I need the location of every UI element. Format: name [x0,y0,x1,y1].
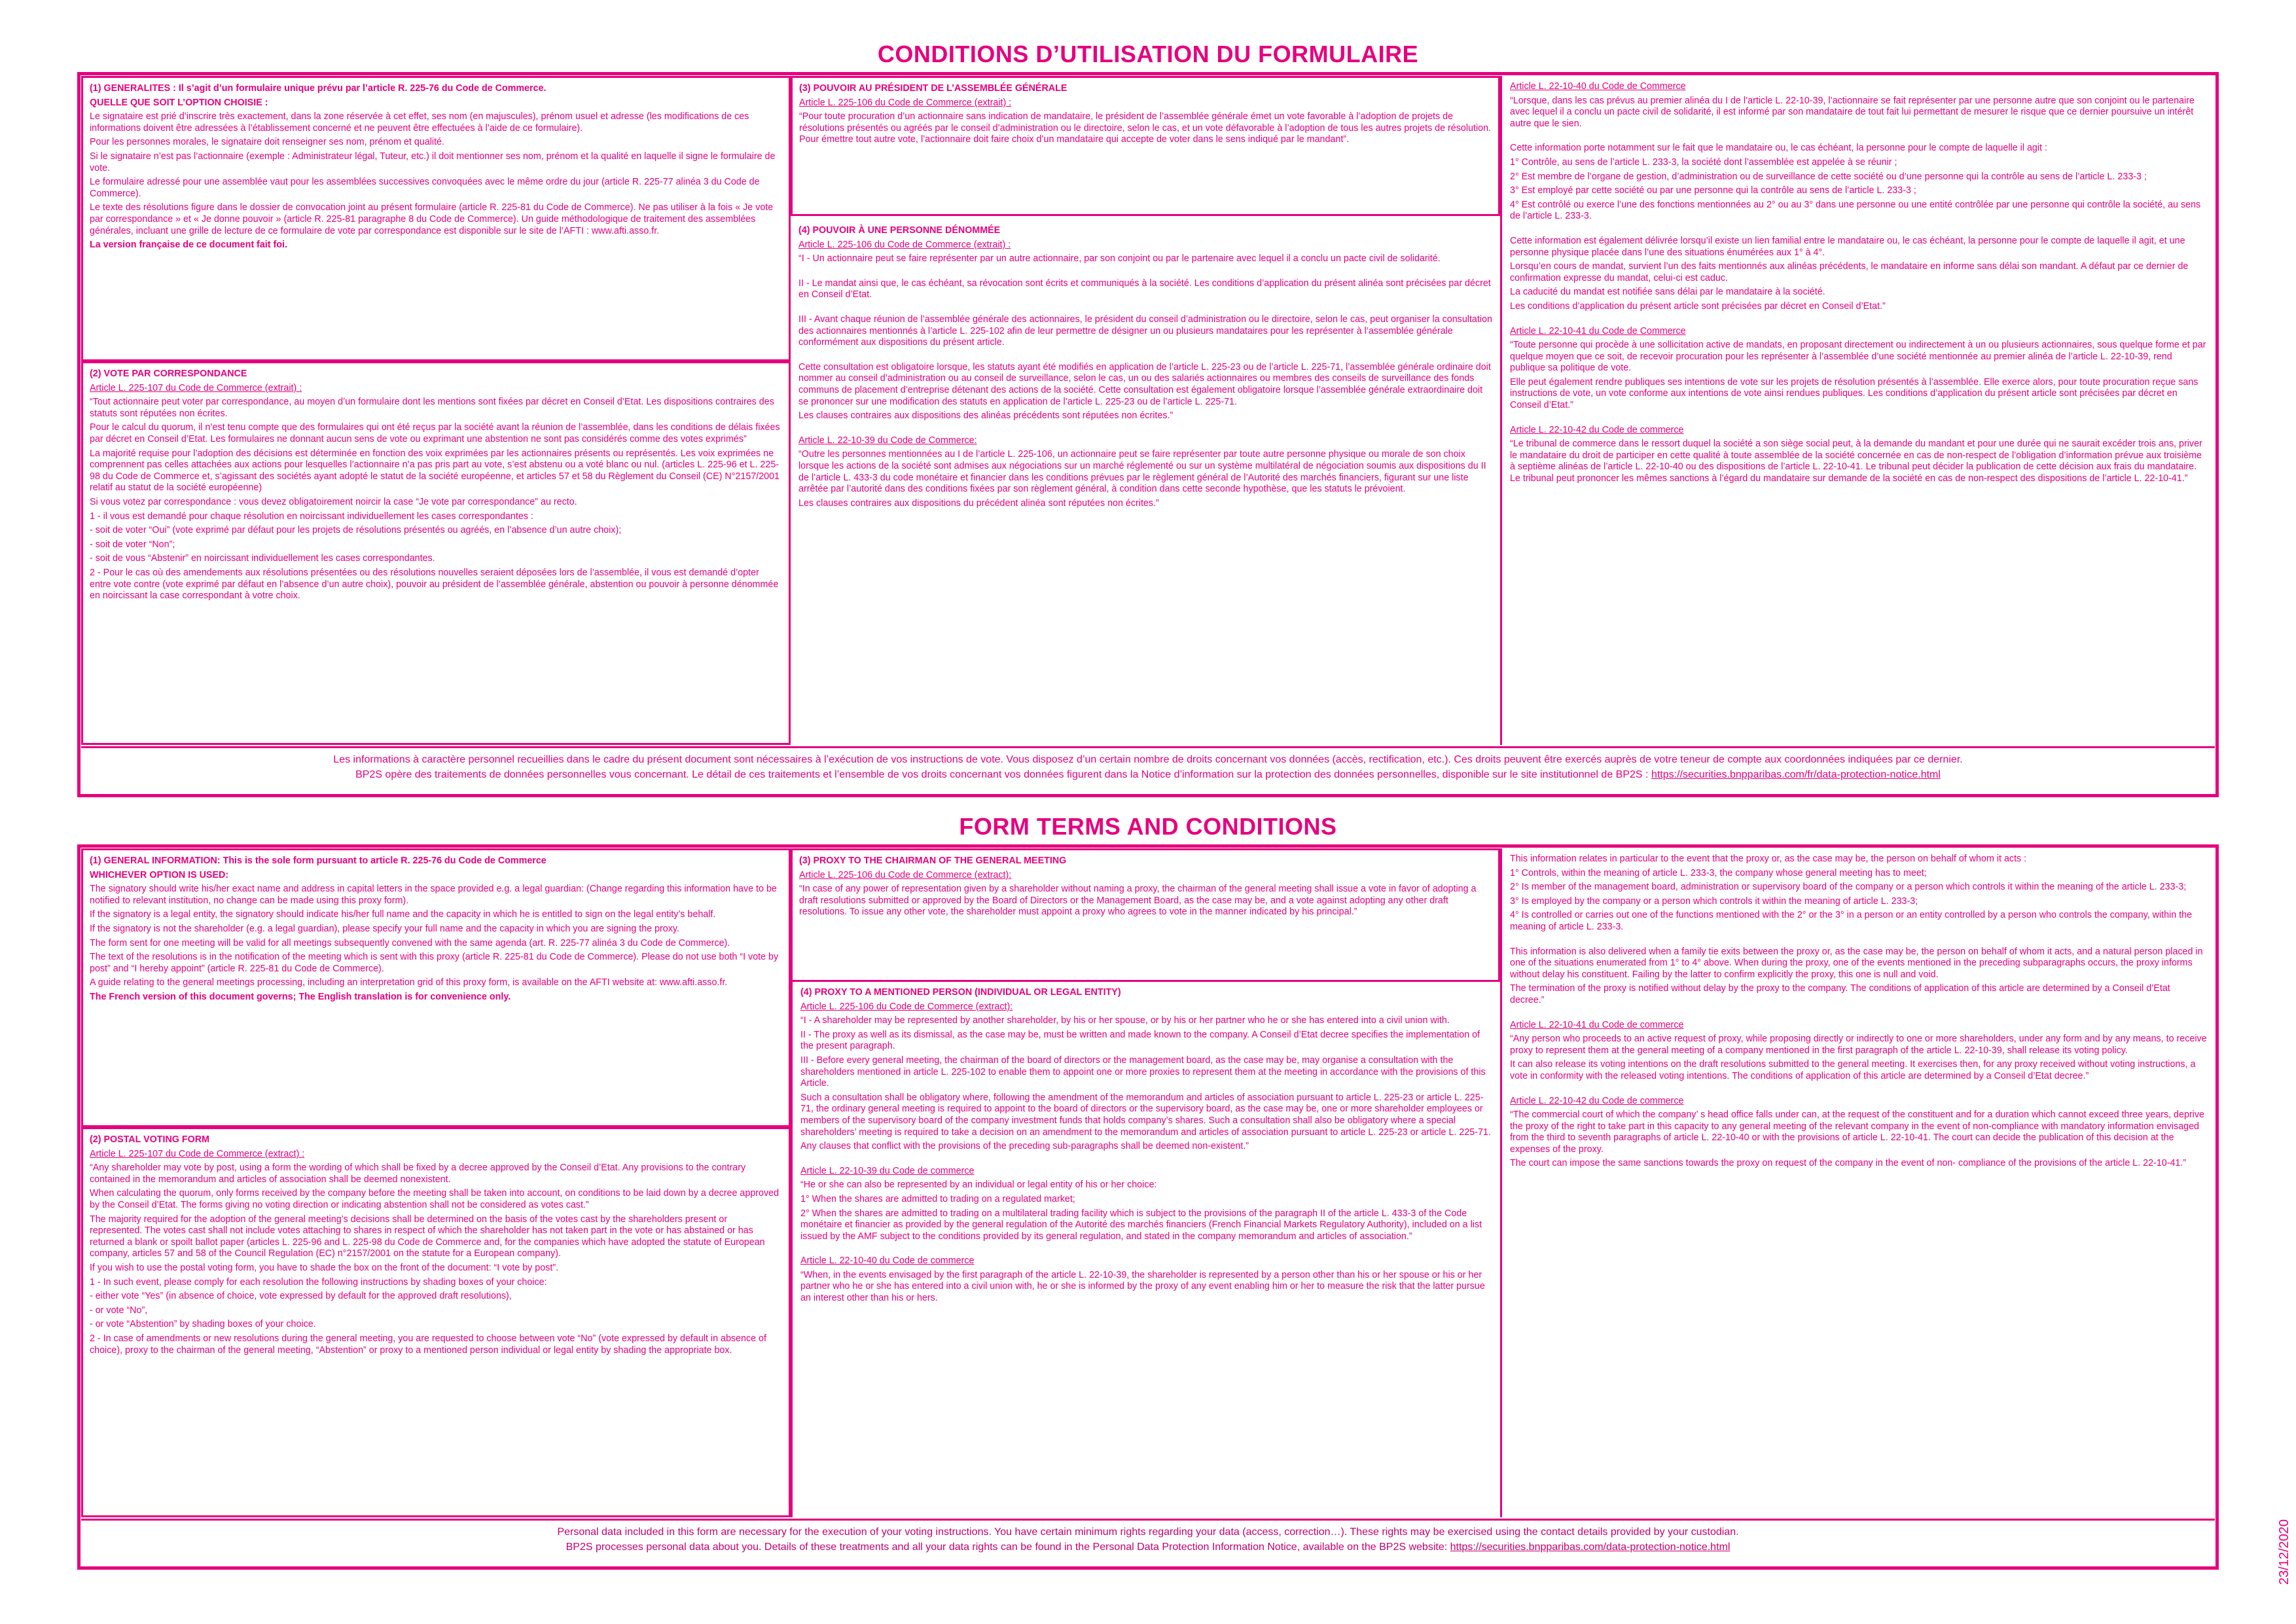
fr-section4-divider-left [789,220,791,745]
article-reference: Article L. 22-10-40 du Code de commerce [800,1255,975,1267]
paragraph: “In case of any power of representation given by a shareholder without naming a proxy, the chairman of the general meeting shall issue a vote in favor of adopting a draft resolutions submitted or approved by the Board of Directors or the Management Board, as the case may be, and a vote against adopting any other draft resolutions. To issue any other vote, the shareholder must appoint a proxy who agrees to vote in the manner indicated by his principal.” [799,884,1477,918]
fr-section-articles [1500,76,2215,745]
paragraph: 2° When the shares are admitted to trading on a multilateral trading facility which is subject to the provisions of the paragraph II of the article L. 433-3 of the Code monétaire et financier as provided by the general regulation of the Autorité des marchés financiers (French Financial Markets Regulatory Authority), included on a list issued by the AMF subject to the conditions provided by its general regulation, and stated in the company memorandum and articles of association.” [800,1208,1482,1242]
footer-line [94,1540,2202,1555]
paragraph: “I - A shareholder may be represented by another shareholder, by his or her spouse, or by his or her partner who he or she has entered into a civil union with. [800,1015,1450,1026]
section-subtitle: QUELLE QUE SOIT L’OPTION CHOISIE : [90,97,268,108]
article-reference: Article L. 22-10-42 du Code de commerce [1510,424,1684,435]
article-reference: Article L. 22-10-39 du Code de Commerce: [798,435,977,446]
en-title: FORM TERMS AND CONDITIONS [959,813,1337,840]
paragraph: Le texte des résolutions figure dans le dossier de convocation joint au présent formulaire (article R. 225-81 du Code de Commerce). Ne pas utiliser à la fois « Je vote par correspondance » et « Je donne pouvoir » (article R. 225-81 paragraphe 8 du Code de Commerce). Un guide méthodologique de traitement des assemblées générales, incluant une grille de lecture de ce formulaire de vote par correspondance est disponible sur le site de l’AFTI : www.afti.asso.fr. [90,202,774,236]
en-section-general-information [81,848,791,1127]
paragraph: - soit de voter “Oui” (vote exprimé par défaut pour les projets de résolutions présentés ou agréés, en l’absence d’un autre choix); [90,525,622,536]
en-section-proxy-mentioned-person [791,982,1500,1517]
paragraph: “Tout actionnaire peut voter par correspondance, au moyen d’un formulaire dont les mentions sont fixées par décret en Conseil d’Etat. Les dispositions contraires des statuts sont réputées non écrites. [90,397,774,419]
paragraph: A guide relating to the general meetings processing, including an interpretation grid of this proxy form, is available on the AFTI website at: www.afti.asso.fr. [90,977,728,988]
section-title: (3) PROXY TO THE CHAIRMAN OF THE GENERAL MEETING [799,856,1067,866]
article-reference: Article L. 22-10-39 du Code de commerce [800,1165,975,1176]
paragraph: Le signataire est prié d’inscrire très exactement, dans la zone réservée à cet effet, ses nom (en majuscules), prénom usuel et adresse (les modifications de ces informations doivent être adressées à l’établissement concerné et ne peuvent être effectuées à l’aide de ce formulaire). [90,111,749,134]
paragraph: This information relates in particular to the event that the proxy or, as the case may be, the person on behalf of whom it acts : [1510,854,2027,864]
en-section-postal-voting [81,1127,791,1517]
paragraph: Cette information est également délivrée lorsqu’il existe un lien familial entre le mandataire ou, le cas échéant, la personne pour le compte de laquelle il agit, et une personne physique placée dans l’une des situations énumérées aux 1° à 4°. [1510,235,2185,258]
article-reference: Article L. 225-107 du Code de Commerce (extract) : [90,1148,305,1159]
paragraph: Pour les personnes morales, le signataire doit renseigner ses nom, prénom et qualité. [90,137,444,148]
paragraph: Lorsqu’en cours de mandat, survient l’un des faits mentionnés aux alinéas précédents, le mandataire en informe sans délai son mandant. A défaut par ce dernier de confirmation expresse du mandat, celui-ci est caduc. [1510,261,2189,283]
paragraph: Pour le calcul du quorum, il n’est tenu compte que des formulaires qui ont été reçus par la société avant la réunion de l’assemblée, dans les conditions de délais fixées par décret en Conseil d’Etat. Les formulaires ne donnant aucun sens de vote ou exprimant une abstention ne sont pas considérés comme des votes exprimés” [90,422,780,444]
paragraph: Elle peut également rendre publiques ses intentions de vote sur les projets de résolution présentés à l’assemblée. Elle exerce alors, pour toute procuration reçue sans instructions de vote, un vote conforme aux intentions de vote ainsi rendues publiques. Les conditions d’application du présent article sont précisées par décret en Conseil d’Etat.” [1510,376,2198,411]
paragraph: The text of the resolutions is in the notification of the meeting which is sent with this proxy (article R. 225-81 du Code de Commerce). Please do not use both “I vote by post” and “I hereby appoint” (article R. 225-81 du Code de Commerce). [90,952,779,974]
paragraph: The signatory should write his/her exact name and address in capital letters in the space provided e.g. a legal guardian: (Change regarding this information have to be notified to relevant institution, no change can be made using this proxy form). [90,884,777,906]
paragraph: “Any person who proceeds to an active request of proxy, while proposing directly or indirectly to one or more shareholders, under any form and by any means, to receive proxy to represent them at the general meeting of a company mentioned in the first paragraph of the article L. 22-10-39, shall release its voting policy. [1510,1034,2207,1056]
paragraph: “I - Un actionnaire peut se faire représenter par un autre actionnaire, par son conjoint ou par le partenaire avec lequel il a conclu un pacte civil de solidarité. [798,253,1441,264]
footer-text: BP2S processes personal data about you. Details of these treatments and all your data rights can be found in the Personal Data Protection Information Notice, available on the BP2S website: [565,1542,1448,1553]
section-title: (1) GENERAL INFORMATION: This is the sole form pursuant to article R. 225-76 du Code de Commerce [90,856,547,866]
fr-title: CONDITIONS D’UTILISATION DU FORMULAIRE [877,41,1419,67]
section-title: (3) POUVOIR AU PRÉSIDENT DE L’ASSEMBLÉE GÉNÉRALE [799,83,1067,94]
paragraph: “Any shareholder may vote by post, using a form the wording of which shall be fixed by a decree approved by the Conseil d’Etat. Any provisions to the contrary contained in the memorandum and articles of association shall be deemed nonexistent. [90,1163,746,1185]
paragraph: “When, in the events envisaged by the first paragraph of the article L. 22-10-39, the shareholder is represented by a person other than his or her spouse or his or her partner who he or she has entered into a civil union with, he or she is informed by the proxy of any event enabling him or her to measure the risk that the latter pursue an interest other than his or hers. [800,1269,1485,1304]
paragraph: “He or she can also be represented by an individual or legal entity of his or her choice: [800,1180,1157,1191]
paragraph: - soit de vous “Abstenir” en noircissant individuellement les cases correspondantes. [90,553,435,564]
footer-line: Personal data included in this form are necessary for the execution of your voting instructions. You have certain minimum rights regarding your data (access, correction…). These rights may be exercised using the contact details provided by your custodian. [557,1526,1739,1538]
article-reference: Article L. 22-10-41 du Code de Commerce [1510,325,1686,336]
paragraph: - soit de voter “Non”; [90,539,175,550]
data-protection-link[interactable]: https://securities.bnpparibas.com/data-protection-notice.html [1450,1542,1731,1553]
paragraph: Le formulaire adressé pour une assemblée vaut pour les assemblées successives convoquées avec le même ordre du jour (article R. 225-77 alinéa 3 du Code de Commerce). [90,177,760,199]
paragraph: The majority required for the adoption of the general meeting’s decisions shall be determined on the basis of the votes cast by the shareholders present or represented. The votes cast shall not include votes attaching to shares in respect of which the shareholder has not taken part in the vote or has abstained or has returned a blank or spoilt ballot paper (articles L. 225-96 and L. 225-98 du Code de Commerce and, for the companies which have adopted the statute of European company, articles 57 and 58 of the Council Regulation (EC) n°2157/2001 on the statute for a European company). [90,1214,765,1259]
paragraph: Si le signataire n’est pas l’actionnaire (exemple : Administrateur légal, Tuteur, etc.) il doit mentionner ses nom, prénom et la qualité en laquelle il signe le formulaire de vote. [90,151,776,173]
paragraph: 1 - il vous est demandé pour chaque résolution en noircissant individuellement les cases correspondantes : [90,511,533,522]
en-privacy-footer [81,1519,2215,1567]
paragraph: When calculating the quorum, only forms received by the company before the meeting shall be taken into account, on conditions to be laid down by a decree approved by the Conseil d’Etat. The forms giving no voting direction or indicating abstention shall not be considered as votes cast.” [90,1188,780,1210]
section-title: (4) PROXY TO A MENTIONED PERSON (INDIVIDUAL OR LEGAL ENTITY) [800,987,1121,998]
data-protection-link[interactable]: https://securities.bnpparibas.com/fr/data-protection-notice.html [1651,769,1941,780]
paragraph: 1° When the shares are admitted to trading on a regulated market; [800,1193,1075,1204]
paragraph: Les clauses contraires aux dispositions des alinéas précédents sont réputées non écrites.” [798,410,1174,422]
paragraph: III - Avant chaque réunion de l’assemblée générale des actionnaires, le président du conseil d’administration ou le directoire, selon le cas, peut organiser la consultation des actionnaires mentionnés à l’article L. 225-102 afin de leur permettre de désigner un ou plusieurs mandataires pour les représenter à l’assemblée générale conformément aux dispositions du présent article. [798,314,1492,348]
paragraph: III - Before every general meeting, the chairman of the board of directors or the management board, as the case may be, may organise a consultation with the shareholders mentioned in article L. 225-102 to enable them to appoint one or more proxies to represent them at the meeting in accordance with the provisions of this Article. [800,1055,1486,1089]
paragraph: “The commercial court of which the company’ s head office falls under can, at the request of the constituent and for a duration which cannot exceed three years, deprive the proxy of the right to take part in this capacity to any general meeting of the relevant company in the event of non-compliance with mandatory information envisaged from the third to seventh paragraphs of article L. 22-10-40 or with the provisions of article L. 22-10-41. The court can decide the publication of this decision at the expenses of the proxy. [1510,1110,2204,1155]
governing-version-note: The French version of this document governs; The English translation is for convenience only. [90,991,511,1002]
paragraph: Si vous votez par correspondance : vous devez obligatoirement noircir la case “Je vote par correspondance” au recto. [90,496,577,507]
paragraph: 3° Est employé par cette société ou par une personne qui la contrôle au sens de l’article L. 233-3 ; [1510,185,1916,196]
paragraph: - either vote “Yes” (in absence of choice, vote expressed by default for the approved draft resolutions), [90,1291,512,1302]
article-reference: Article L. 22-10-41 du Code de commerce [1510,1019,1684,1030]
governing-version-note: La version française de ce document fait foi. [90,240,287,251]
paragraph: If the signatory is a legal entity, the signatory should indicate his/her full name and the capacity in which he is entitled to sign on the legal entity’s behalf. [90,909,716,920]
paragraph: Cette consultation est obligatoire lorsque, les statuts ayant été modifiés en application de l’article L. 225-23 ou de l’article L. 225-71, l’assemblée générale ordinaire doit nommer au conseil d’administration ou au conseil de surveillance, selon le cas, un ou des salariés actionnaires ou membres des conseils de surveillance des fonds communs de placement d’entreprise détenant des actions de la société. Cette consultation est également obligatoire lorsque l’assemblée générale extraordinaire doit se prononcer sur une modification des statuts en application de l’article L. 225-23 ou de l’article L. 225-71. [798,361,1491,407]
paragraph: - or vote “Abstention” by shading boxes of your choice. [90,1319,316,1330]
paragraph: - or vote “No”, [90,1305,148,1316]
paragraph: Cette information porte notamment sur le fait que le mandataire ou, le cas échéant, la personne pour le compte de laquelle il agit : [1510,143,2047,154]
paragraph: 2° Est membre de l’organe de gestion, d’administration ou de surveillance de cette société ou d’une personne qui la contrôle au sens de l’article L. 233-3 ; [1510,171,2147,182]
paragraph: Les clauses contraires aux dispositions du précédent alinéa sont réputées non écrites.” [798,497,1159,509]
paragraph: If you wish to use the postal voting form, you have to shade the box on the front of the document: “I vote by post”. [90,1262,559,1273]
article-reference: Article L. 225-106 du Code de Commerce (extrait) : [798,239,1011,250]
article-reference: Article L. 225-106 du Code de Commerce (extrait) : [799,97,1012,108]
paragraph: 1° Controls, within the meaning of article L. 233-3, the company whose general meeting has to meet; [1510,867,1927,878]
paragraph: The court can impose the same sanctions towards the proxy on request of the company in the event of non- compliance of the provisions of the article L. 22-10-41.” [1510,1158,2187,1169]
paragraph: “Outre les personnes mentionnées au I de l’article L. 225-106, un actionnaire peut se faire représenter par toute autre personne physique ou morale de son choix lorsque les actions de la société sont admises aux négociations sur un marché réglementé ou sur un système multilatéral de négociation soumis aux dispositions du II de l’article L. 433-3 du code monétaire et financier dans les conditions prévues par le règlement général de l’Autorité des marchés financiers, figurant sur une liste arrêtée par l’autorité dans des conditions fixées par son règlement général, à condition dans cette seconde hypothèse, que les statuts le prévoient. [798,449,1486,495]
paragraph: It can also release its voting intentions on the draft resolutions submitted to the general meeting. It exercises then, for any proxy received without voting instructions, a vote in conformity with the released voting intentions. The conditions of application of this article are determined by a Conseil d’Etat decree.” [1510,1059,2196,1081]
article-reference: Article L. 225-106 du Code de Commerce (extract): [799,869,1012,880]
paragraph: 1 - In such event, please comply for each resolution the following instructions by shading boxes of your choice: [90,1276,547,1288]
fr-section-pouvoir-personne [791,220,1500,745]
paragraph: II - Le mandat ainsi que, le cas échéant, sa révocation sont écrits et communiqués à la société. Les conditions d’application du présent alinéa sont précisées par décret en Conseil d’Etat. [798,278,1491,300]
article-reference: Article L. 22-10-42 du Code de commerce [1510,1095,1684,1106]
en-section-proxy-chairman [791,848,1500,982]
footer-line [94,767,2202,782]
paragraph: 2 - Pour le cas où des amendements aux résolutions présentées ou des résolutions nouvelles seraient déposées lors de l’assemblée, il vous est demandé d’opter entre vote contre (vote exprimé par défaut en l’absence d’un autre choix), pouvoir au président de l’assemblée générale, abstention ou pouvoir à personne dénommée en noircissant la case correspondant à votre choix. [90,567,779,602]
section-title: (2) VOTE PAR CORRESPONDANCE [90,369,247,379]
paragraph: 4° Est contrôlé ou exerce l’une des fonctions mentionnées au 2° ou au 3° dans une personne ou une entité contrôlée par une personne qui contrôle la société, au sens de l’article L. 233-3. [1510,199,2201,222]
paragraph: If the signatory is not the shareholder (e.g. a legal guardian), please specify your full name and the capacity in which you are signing the proxy. [90,923,679,934]
paragraph: “Pour toute procuration d’un actionnaire sans indication de mandataire, le président de l’assemblée générale émet un vote favorable à l’adoption de projets de résolutions présentés ou agréés par le conseil d’administration ou le directoire, selon le cas, et un vote défavorable à l’adoption de tous les autres projets de résolution. Pour émettre tout autre vote, l’actionnaire doit faire choix d’un mandataire qui accepte de voter dans le sens indiqué par le mandant”. [799,111,1492,145]
paragraph: This information is also delivered when a family tie exits between the proxy or, as the case may be, the person on behalf of whom it acts, and a natural person placed in one of the situations enumerated from 1° to 4° above. When during the proxy, one of the events mentioned in the preceding subparagraphs occurs, the proxy informs without delay his constituent. Failing by the latter to confirm explicitly the proxy, this one is null and void. [1510,946,2203,980]
fr-section-pouvoir-president [791,76,1500,216]
fr-section-generalites [81,76,791,361]
section-title: (1) GENERALITES : Il s’agit d’un formulaire unique prévu par l’article R. 225-76 du Code de Commerce. [90,83,547,94]
section-subtitle: WHICHEVER OPTION IS USED: [90,869,229,880]
paragraph: 2 - In case of amendments or new resolutions during the general meeting, you are requested to choose between vote “No” (vote expressed by default in absence of choice), proxy to the chairman of the general meeting, “Abstention” or proxy to a mentioned person individual or legal entity by shading the appropriate box. [90,1333,766,1356]
article-reference: Article L. 225-106 du Code de Commerce (extract): [800,1001,1013,1012]
fr-section-vote-correspondance [81,361,791,745]
paragraph: Such a consultation shall be obligatory where, following the amendment of the memorandum and articles of association pursuant to article L. 225-23 or article L. 225-71, the ordinary general meeting is required to appoint to the board of directors or the supervisory board, as the case may be, one or more shareholder employees or members of the supervisory board of the company investment funds that holds company’s shares. Such a consultation shall also be obligatory where a special shareholders’ meeting is required to take a decision on an amendment to the memorandum and articles of association pursuant to article L. 225-23 or article L. 225-71. [800,1092,1491,1138]
paragraph: 4° Is controlled or carries out one of the functions mentioned with the 2° or the 3° in a person or an entity controlled by a person who controls the company, within the meaning of article L. 233-3. [1510,910,2193,932]
document-date: 23/12/2020 [2277,1519,2291,1585]
paragraph: “Toute personne qui procède à une sollicitation active de mandats, en proposant directement ou indirectement à un ou plusieurs actionnaires, sous quelque forme et par quelque moyen que ce soit, de recevoir procuration pour les représenter à l’assemblée d’une société mentionnée au premier alinéa de l’article L. 22-10-39, rend publique sa politique de vote. [1510,340,2206,374]
paragraph: “Lorsque, dans les cas prévus au premier alinéa du I de l’article L. 22-10-39, l’actionnaire se fait représenter par une personne autre que son conjoint ou le partenaire avec lequel il a conclu un pacte civil de solidarité, il est informé par son mandataire de tout fait lui permettant de mesurer le risque que ce dernier poursuive un intérêt autre que le sien. [1510,95,2195,129]
paragraph: 2° Is member of the management board, administration or supervisory board of the company or a person which controls it within the meaning of the article L. 233-3; [1510,882,2187,893]
fr-privacy-footer [81,746,2215,795]
article-reference: Article L. 22-10-40 du Code de Commerce [1510,81,1686,92]
footer-text: BP2S opère des traitements de données personnelles vous concernant. Le détail de ces traitements et l’ensemble de vos droits concernant vos données figurent dans la Notice d’information sur la protection des données personnelles, disponible sur le site institutionnel de BP2S : [355,769,1649,780]
paragraph: Les conditions d’application du présent article sont précisées par décret en Conseil d’Etat.” [1510,300,1886,312]
paragraph: II - The proxy as well as its dismissal, as the case may be, must be written and made known to the company. A Conseil d’Etat decree specifies the implementation of the present paragraph. [800,1029,1480,1052]
paragraph: “Le tribunal de commerce dans le ressort duquel la société a son siège social peut, à la demande du mandant et pour une durée qui ne saurait excéder trois ans, priver le mandataire du droit de participer en cette qualité à toute assemblée de la société concernée en cas de non-respect de l’obligation d’information prévue aux troisième à septième alinéas de l’article L. 22-10-40 ou des dispositions de l’article L. 22-10-41. Le tribunal peut décider la publication de cette décision aux frais du mandataire. Le tribunal peut prononcer les mêmes sanctions à l’égard du mandataire sur demande de la société en cas de non-respect des dispositions de l’article L. 22-10-41.” [1510,439,2202,484]
section-title: (2) POSTAL VOTING FORM [90,1134,209,1145]
paragraph: Any clauses that conflict with the provisions of the preceding sub-paragraphs shall be deemed non-existent.” [800,1141,1249,1152]
article-reference: Article L. 225-107 du Code de Commerce (extrait) : [90,382,302,393]
paragraph: The termination of the proxy is notified without delay by the proxy to the company. The conditions of application of this article are determined by a Conseil d’Etat decree.” [1510,983,2170,1005]
paragraph: La caducité du mandat est notifiée sans délai par le mandataire à la société. [1510,287,1825,298]
paragraph: 3° Is employed by the company or a person which controls it within the meaning of article L. 233-3; [1510,895,1918,907]
section-title: (4) POUVOIR À UNE PERSONNE DÉNOMMÉE [798,225,1001,236]
en-section-articles [1500,848,2215,1517]
paragraph: The form sent for one meeting will be valid for all meetings subsequently convened with the same agenda (art. R. 225-77 alinéa 3 du Code de Commerce). [90,937,730,948]
paragraph: 1° Contrôle, au sens de l’article L. 233-3, la société dont l’assemblée est appelée à se réunir ; [1510,156,1897,168]
footer-line: Les informations à caractère personnel recueillies dans le cadre du présent document sont nécessaires à l’exécution de vos instructions de vote. Vous disposez d’un certain nombre de droits concernant vos données (accès, rectification, etc.). Ces droits peuvent être exercés auprès de votre teneur de compte aux coordonnées indiquées par ce dernier. [333,754,1963,765]
paragraph: La majorité requise pour l’adoption des décisions est déterminée en fonction des voix exprimées par les actionnaires présents ou représentés. Les voix exprimées ne comprennent pas celles attachées aux actions pour lesquelles l’actionnaire n’a pas pris part au vote, s’est abstenu ou a voté blanc ou nul. (articles L. 225-96 et L. 225-98 du Code de Commerce et, s’agissant des sociétés ayant adopté le statut de la société européenne, et articles 57 et 58 du Règlement du Conseil (CE) N°2157/2001 relatif au statut de la société européenne) [90,448,780,494]
